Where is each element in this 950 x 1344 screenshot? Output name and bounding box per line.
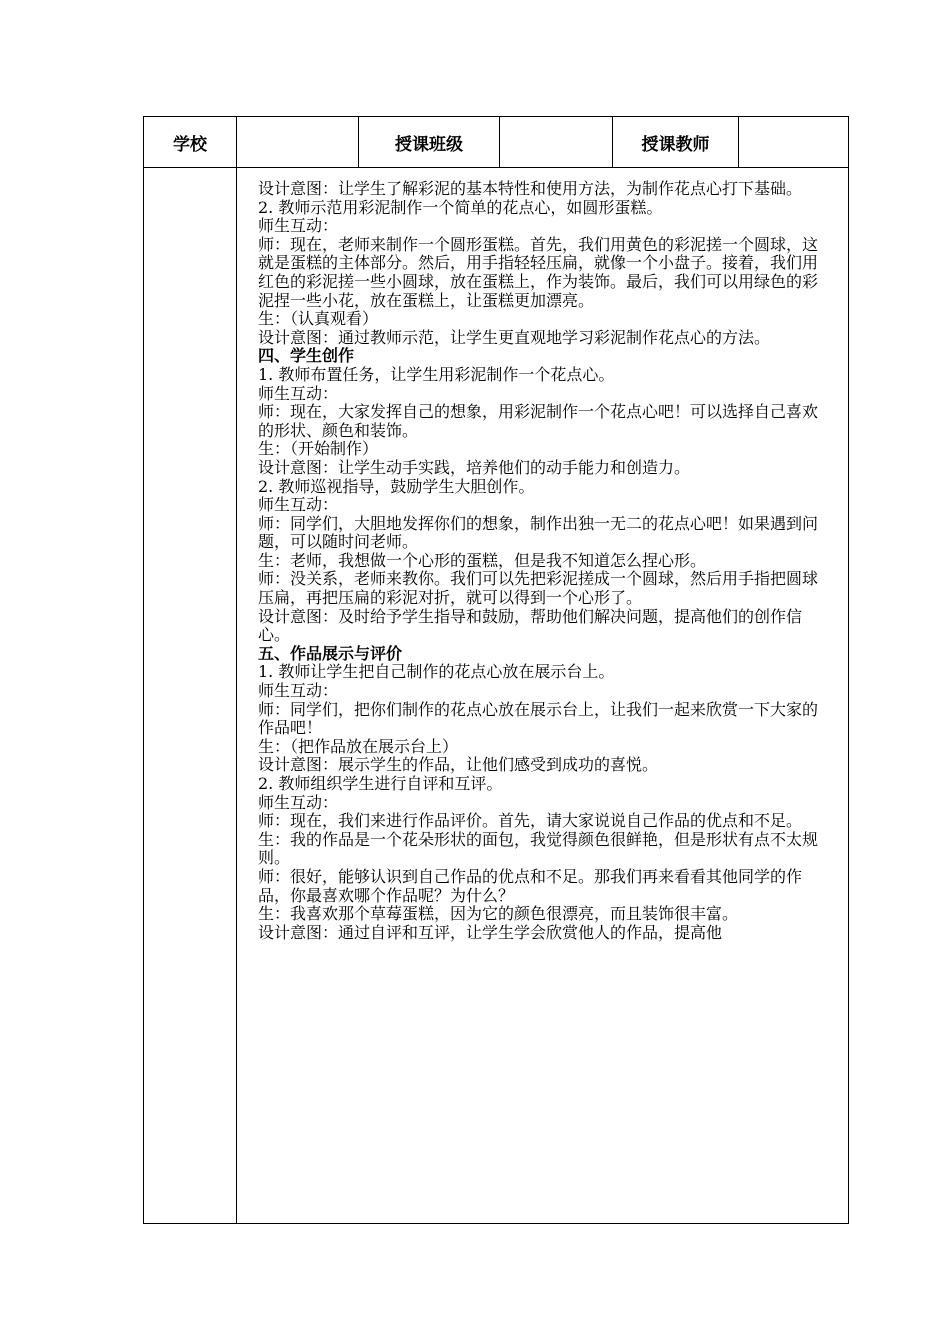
section-heading: 五、作品展示与评价 [258,643,403,663]
content-line: 师：没关系，老师来教你。我们可以先把彩泥搓成一个圆球，然后用手指把圆球压扁，再把压扁的彩泥对折，就可以得到一个心形了。 [258,569,819,608]
lesson-content [258,180,823,942]
content-line: 生：（把作品放在展示台上） [258,736,459,756]
content-line: 师：同学们，把你们制作的花点心放在展示台上，让我们一起来欣赏一下大家的作品吧！ [258,699,819,738]
content-line: 生：老师，我想做一个心形的蛋糕，但是我不知道怎么捏心形。 [258,550,707,570]
content-line: 生：（认真观看） [258,309,379,329]
content-line: 设计意图：让学生了解彩泥的基本特性和使用方法，为制作花点心打下基础。 [258,179,803,198]
content-line: 2. 教师示范用彩泥制作一个简单的花点心，如圆形蛋糕。 [258,197,663,217]
content-line: 生：我的作品是一个花朵形状的面包，我觉得颜色很鲜艳，但是形状有点不太规则。 [258,829,819,868]
class-value [500,117,612,167]
content-line: 2. 教师组织学生进行自评和互评。 [258,774,503,793]
content-line: 师生互动： [258,792,339,812]
content-line: 师生互动： [258,383,339,403]
content-line: 生：（开始制作） [258,439,379,459]
column-divider [236,117,237,1223]
school-label: 学校 [173,134,207,155]
content-line: 师：同学们，大胆地发挥你们的想象，制作出独一无二的花点心吧！如果遇到问题，可以随时问老师。 [258,513,819,552]
content-line: 生：我喜欢那个草莓蛋糕，因为它的颜色很漂亮，而且装饰很丰富。 [258,904,739,924]
content-line: 师生互动： [258,216,339,236]
section-heading: 四、学生创作 [258,346,355,366]
content-line: 师：现在，大家发挥自己的想象，用彩泥制作一个花点心吧！可以选择自己喜欢的形状、颜色和装饰。 [258,402,819,440]
content-line: 师：现在，老师来制作一个圆形蛋糕。首先，我们用黄色的彩泥搓一个圆球，这就是蛋糕的主体部分。然后，用手指轻轻压扁，就像一个小盘子。接着，我们用红色的彩泥搓一些小圆球，放在蛋糕上，作为装饰。最后，我们可以用绿色的彩泥捏一些小花，放在蛋糕上，让蛋糕更加漂亮。 [258,234,819,310]
content-line: 1. 教师让学生把自己制作的花点心放在展示台上。 [258,662,615,682]
content-line: 师生互动： [258,495,339,515]
class-label: 授课班级 [395,134,463,155]
content-line: 1. 教师布置任务，让学生用彩泥制作一个花点心。 [258,364,615,384]
content-line: 设计意图：让学生动手实践，培养他们的动手能力和创造力。 [258,457,691,477]
school-value [237,117,358,167]
content-line: 设计意图：展示学生的作品，让他们感受到成功的喜悦。 [258,755,659,775]
content-line: 2. 教师巡视指导，鼓励学生大胆创作。 [258,476,535,496]
content-line: 设计意图：通过自评和互评，让学生学会欣赏他人的作品，提高他 [258,922,723,942]
header-row-divider [144,167,848,168]
content-line: 师：现在，我们来进行作品评价。首先，请大家说说自己作品的优点和不足。 [258,811,803,831]
content-line: 师：很好，能够认识到自己作品的优点和不足。那我们再来看看其他同学的作品，你最喜欢哪个作品呢？为什么？ [258,866,803,905]
content-line: 设计意图：通过教师示范，让学生更直观地学习彩泥制作花点心的方法。 [258,327,771,347]
teacher-value [739,117,848,167]
content-line: 师生互动： [258,681,339,701]
teacher-label: 授课教师 [641,134,710,155]
content-line: 设计意图：及时给予学生指导和鼓励，帮助他们解决问题，提高他们的创作信心。 [258,606,803,645]
